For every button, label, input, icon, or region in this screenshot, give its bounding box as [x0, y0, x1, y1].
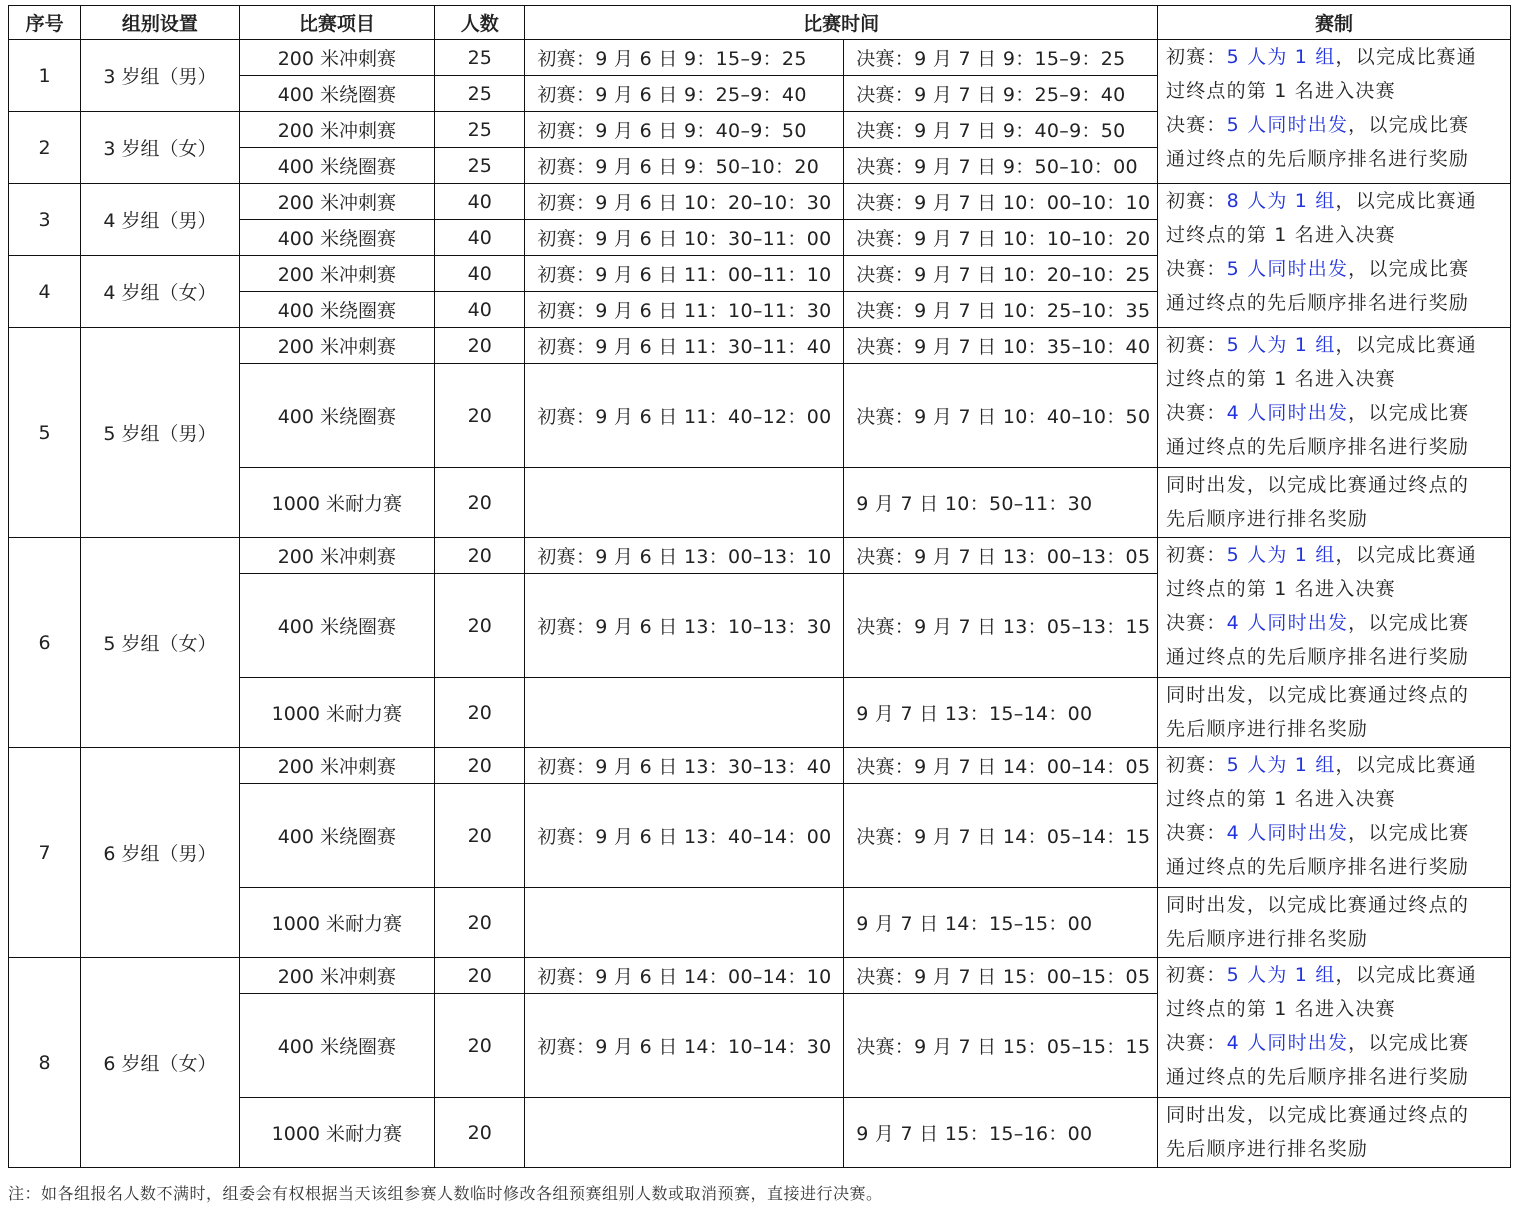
- final-time: 决赛：9 月 7 日 9：50–10：00: [844, 148, 1158, 184]
- prelim-time: 初赛：9 月 6 日 13：10–13：30: [525, 574, 844, 678]
- format-rule: [1158, 538, 1511, 678]
- rule-line: 同时出发，以完成比赛通过终点的: [1166, 1104, 1470, 1126]
- rule-line: 决赛：4 人同时出发，以完成比赛: [1166, 402, 1470, 424]
- rule-line: 初赛：5 人为 1 组，以完成比赛通: [1166, 544, 1477, 566]
- event-name: 1000 米耐力赛: [239, 888, 435, 958]
- highlight-text: 5 人同时出发: [1226, 258, 1349, 280]
- rule-line: 通过终点的先后顺序排名进行奖励: [1166, 646, 1470, 668]
- rule-line: 决赛：4 人同时出发，以完成比赛: [1166, 1032, 1470, 1054]
- group-name: 4 岁组（男）: [81, 184, 239, 256]
- group-no: 3: [9, 184, 81, 256]
- highlight-text: 5 人同时出发: [1226, 114, 1349, 136]
- event-name: 1000 米耐力赛: [239, 1098, 435, 1168]
- rule-line: 决赛：5 人同时出发，以完成比赛: [1166, 114, 1470, 136]
- highlight-text: 5 人为 1 组: [1226, 544, 1336, 566]
- highlight-text: 5 人为 1 组: [1226, 964, 1336, 986]
- final-time: 决赛：9 月 7 日 15：05–15：15: [844, 994, 1158, 1098]
- event-name: 200 米冲刺赛: [239, 256, 435, 292]
- final-time: 决赛：9 月 7 日 14：00–14：05: [844, 748, 1158, 784]
- rule-line: 通过终点的先后顺序排名进行奖励: [1166, 148, 1470, 170]
- rule-line: 通过终点的先后顺序排名进行奖励: [1166, 856, 1470, 878]
- participant-count: 40: [435, 292, 525, 328]
- participant-count: 20: [435, 364, 525, 468]
- header-time: 比赛时间: [525, 6, 1158, 40]
- rule-line: 初赛：8 人为 1 组，以完成比赛通: [1166, 190, 1477, 212]
- event-name: 1000 米耐力赛: [239, 468, 435, 538]
- format-rule: [1158, 40, 1511, 184]
- table-row: [9, 748, 1511, 784]
- final-time: 决赛：9 月 7 日 10：10–10：20: [844, 220, 1158, 256]
- highlight-text: 5 人为 1 组: [1226, 334, 1336, 356]
- prelim-time: 初赛：9 月 6 日 11：10–11：30: [525, 292, 844, 328]
- format-rule: [1158, 748, 1511, 888]
- prelim-time: [525, 678, 844, 748]
- prelim-time: 初赛：9 月 6 日 10：20–10：30: [525, 184, 844, 220]
- participant-count: 20: [435, 958, 525, 994]
- participant-count: 40: [435, 256, 525, 292]
- prelim-time: 初赛：9 月 6 日 14：00–14：10: [525, 958, 844, 994]
- rule-line: 先后顺序进行排名奖励: [1166, 508, 1369, 530]
- format-rule: [1158, 678, 1511, 748]
- rule-line: 过终点的第 1 名进入决赛: [1166, 224, 1396, 246]
- event-name: 400 米绕圈赛: [239, 292, 435, 328]
- group-name: 3 岁组（女）: [81, 112, 239, 184]
- event-name: 400 米绕圈赛: [239, 364, 435, 468]
- event-name: 200 米冲刺赛: [239, 748, 435, 784]
- rule-line: 过终点的第 1 名进入决赛: [1166, 998, 1396, 1020]
- prelim-time: 初赛：9 月 6 日 11：00–11：10: [525, 256, 844, 292]
- final-time: 决赛：9 月 7 日 10：35–10：40: [844, 328, 1158, 364]
- group-name: 4 岁组（女）: [81, 256, 239, 328]
- participant-count: 20: [435, 994, 525, 1098]
- header-count: 人数: [435, 6, 525, 40]
- event-name: 400 米绕圈赛: [239, 574, 435, 678]
- final-time: 决赛：9 月 7 日 15：00–15：05: [844, 958, 1158, 994]
- rule-line: 过终点的第 1 名进入决赛: [1166, 368, 1396, 390]
- prelim-time: 初赛：9 月 6 日 11：30–11：40: [525, 328, 844, 364]
- rule-line: 同时出发，以完成比赛通过终点的: [1166, 894, 1470, 916]
- final-time: 9 月 7 日 15：15–16：00: [844, 1098, 1158, 1168]
- rule-line: 通过终点的先后顺序排名进行奖励: [1166, 436, 1470, 458]
- event-name: 200 米冲刺赛: [239, 538, 435, 574]
- event-name: 200 米冲刺赛: [239, 184, 435, 220]
- final-time: 9 月 7 日 13：15–14：00: [844, 678, 1158, 748]
- footnote: 注：如各组报名人数不满时，组委会有权根据当天该组参赛人数临时修改各组预赛组别人数或取消预赛，直接进行决赛。: [8, 1184, 883, 1203]
- group-no: 8: [9, 958, 81, 1168]
- event-name: 400 米绕圈赛: [239, 148, 435, 184]
- rule-line: 过终点的第 1 名进入决赛: [1166, 788, 1396, 810]
- prelim-time: [525, 888, 844, 958]
- group-no: 6: [9, 538, 81, 748]
- final-time: 决赛：9 月 7 日 10：20–10：25: [844, 256, 1158, 292]
- final-time: 决赛：9 月 7 日 10：40–10：50: [844, 364, 1158, 468]
- event-name: 1000 米耐力赛: [239, 678, 435, 748]
- event-name: 400 米绕圈赛: [239, 784, 435, 888]
- rule-line: 决赛：4 人同时出发，以完成比赛: [1166, 612, 1470, 634]
- table-row: [9, 538, 1511, 574]
- table-row: [9, 958, 1511, 994]
- participant-count: 20: [435, 538, 525, 574]
- group-name: 3 岁组（男）: [81, 40, 239, 112]
- event-name: 200 米冲刺赛: [239, 112, 435, 148]
- participant-count: 25: [435, 148, 525, 184]
- competition-schedule-table: [8, 5, 1511, 1168]
- participant-count: 25: [435, 40, 525, 76]
- highlight-text: 4 人同时出发: [1226, 822, 1349, 844]
- rule-line: 初赛：5 人为 1 组，以完成比赛通: [1166, 334, 1477, 356]
- rule-line: 先后顺序进行排名奖励: [1166, 718, 1369, 740]
- format-rule: [1158, 888, 1511, 958]
- prelim-time: 初赛：9 月 6 日 13：40–14：00: [525, 784, 844, 888]
- format-rule: [1158, 468, 1511, 538]
- header-event: 比赛项目: [239, 6, 435, 40]
- prelim-time: 初赛：9 月 6 日 11：40–12：00: [525, 364, 844, 468]
- table-row: [9, 184, 1511, 220]
- participant-count: 20: [435, 328, 525, 364]
- final-time: 决赛：9 月 7 日 14：05–14：15: [844, 784, 1158, 888]
- participant-count: 40: [435, 220, 525, 256]
- rule-line: 先后顺序进行排名奖励: [1166, 1138, 1369, 1160]
- table-row: [9, 328, 1511, 364]
- final-time: 决赛：9 月 7 日 9：15–9：25: [844, 40, 1158, 76]
- rule-line: 同时出发，以完成比赛通过终点的: [1166, 474, 1470, 496]
- prelim-time: [525, 1098, 844, 1168]
- header-row: [9, 6, 1511, 40]
- rule-line: 决赛：4 人同时出发，以完成比赛: [1166, 822, 1470, 844]
- prelim-time: 初赛：9 月 6 日 13：00–13：10: [525, 538, 844, 574]
- final-time: 决赛：9 月 7 日 10：25–10：35: [844, 292, 1158, 328]
- rule-line: 初赛：5 人为 1 组，以完成比赛通: [1166, 754, 1477, 776]
- final-time: 决赛：9 月 7 日 13：00–13：05: [844, 538, 1158, 574]
- participant-count: 20: [435, 1098, 525, 1168]
- final-time: 决赛：9 月 7 日 10：00–10：10: [844, 184, 1158, 220]
- highlight-text: 4 人同时出发: [1226, 402, 1349, 424]
- event-name: 200 米冲刺赛: [239, 40, 435, 76]
- rule-line: 先后顺序进行排名奖励: [1166, 928, 1369, 950]
- highlight-text: 4 人同时出发: [1226, 1032, 1349, 1054]
- rule-line: 同时出发，以完成比赛通过终点的: [1166, 684, 1470, 706]
- event-name: 200 米冲刺赛: [239, 328, 435, 364]
- highlight-text: 5 人为 1 组: [1226, 754, 1336, 776]
- event-name: 400 米绕圈赛: [239, 220, 435, 256]
- prelim-time: 初赛：9 月 6 日 9：15–9：25: [525, 40, 844, 76]
- rule-line: 过终点的第 1 名进入决赛: [1166, 80, 1396, 102]
- rule-line: 通过终点的先后顺序排名进行奖励: [1166, 1066, 1470, 1088]
- group-name: 5 岁组（男）: [81, 328, 239, 538]
- table-row: [9, 40, 1511, 76]
- final-time: 决赛：9 月 7 日 9：40–9：50: [844, 112, 1158, 148]
- participant-count: 20: [435, 468, 525, 538]
- rule-line: 过终点的第 1 名进入决赛: [1166, 578, 1396, 600]
- header-format: 赛制: [1158, 6, 1511, 40]
- highlight-text: 4 人同时出发: [1226, 612, 1349, 634]
- header-no: 序号: [9, 6, 81, 40]
- prelim-time: 初赛：9 月 6 日 14：10–14：30: [525, 994, 844, 1098]
- rule-line: 初赛：5 人为 1 组，以完成比赛通: [1166, 46, 1477, 68]
- rule-line: 通过终点的先后顺序排名进行奖励: [1166, 292, 1470, 314]
- event-name: 400 米绕圈赛: [239, 994, 435, 1098]
- participant-count: 25: [435, 76, 525, 112]
- format-rule: [1158, 1098, 1511, 1168]
- group-no: 7: [9, 748, 81, 958]
- rule-line: 决赛：5 人同时出发，以完成比赛: [1166, 258, 1470, 280]
- participant-count: 20: [435, 784, 525, 888]
- final-time: 决赛：9 月 7 日 13：05–13：15: [844, 574, 1158, 678]
- participant-count: 25: [435, 112, 525, 148]
- highlight-text: 5 人为 1 组: [1226, 46, 1336, 68]
- rule-line: 初赛：5 人为 1 组，以完成比赛通: [1166, 964, 1477, 986]
- event-name: 400 米绕圈赛: [239, 76, 435, 112]
- group-no: 4: [9, 256, 81, 328]
- participant-count: 20: [435, 748, 525, 784]
- participant-count: 20: [435, 888, 525, 958]
- group-no: 1: [9, 40, 81, 112]
- prelim-time: 初赛：9 月 6 日 13：30–13：40: [525, 748, 844, 784]
- prelim-time: 初赛：9 月 6 日 9：50–10：20: [525, 148, 844, 184]
- group-no: 5: [9, 328, 81, 538]
- format-rule: [1158, 958, 1511, 1098]
- prelim-time: 初赛：9 月 6 日 9：25–9：40: [525, 76, 844, 112]
- final-time: 9 月 7 日 14：15–15：00: [844, 888, 1158, 958]
- participant-count: 20: [435, 678, 525, 748]
- highlight-text: 8 人为 1 组: [1226, 190, 1336, 212]
- participant-count: 40: [435, 184, 525, 220]
- final-time: 决赛：9 月 7 日 9：25–9：40: [844, 76, 1158, 112]
- prelim-time: 初赛：9 月 6 日 9：40–9：50: [525, 112, 844, 148]
- group-name: 6 岁组（男）: [81, 748, 239, 958]
- group-no: 2: [9, 112, 81, 184]
- group-name: 5 岁组（女）: [81, 538, 239, 748]
- prelim-time: [525, 468, 844, 538]
- format-rule: [1158, 328, 1511, 468]
- participant-count: 20: [435, 574, 525, 678]
- header-group: 组别设置: [81, 6, 239, 40]
- prelim-time: 初赛：9 月 6 日 10：30–11：00: [525, 220, 844, 256]
- final-time: 9 月 7 日 10：50–11：30: [844, 468, 1158, 538]
- event-name: 200 米冲刺赛: [239, 958, 435, 994]
- group-name: 6 岁组（女）: [81, 958, 239, 1168]
- format-rule: [1158, 184, 1511, 328]
